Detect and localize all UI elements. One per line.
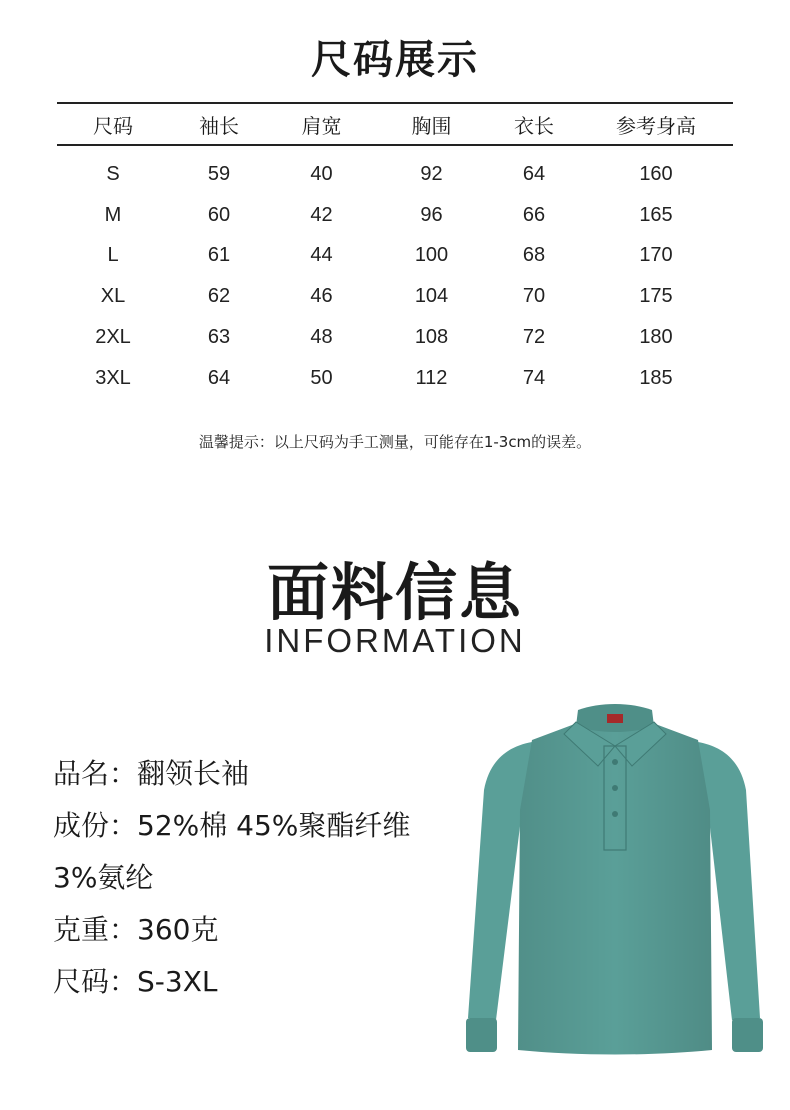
table-cell: 59 [207,162,231,185]
size-table-header [57,103,733,145]
measurement-note: 温馨提示：以上尺码为手工测量，可能存在1-3cm的误差。 [198,433,592,451]
header-sleeve-length: 袖长 [169,103,269,145]
table-cell: 185 [639,366,673,389]
table-cell: 66 [522,203,546,226]
fabric-info-subtitle: INFORMATION [264,622,526,659]
table-cell: 160 [639,162,673,185]
size-chart-table [57,102,733,399]
table-cell: L [107,244,119,267]
table-cell: M [104,203,122,226]
table-cell: 104 [414,285,449,308]
table-cell: 60 [207,203,231,226]
table-cell: 74 [522,366,546,389]
table-cell: 68 [522,244,546,267]
table-cell: 108 [414,326,449,349]
table-cell: XL [100,285,126,308]
table-cell: 175 [639,285,673,308]
table-cell: 170 [639,244,673,267]
header-shoulder-width: 肩宽 [269,103,374,145]
size-chart-title: 尺码展示 [311,37,479,83]
spec-weight: 克重：360克 [53,913,219,946]
table-cell: 72 [522,326,546,349]
fabric-info-title: 面料信息 [266,556,523,629]
spec-composition: 成份：52%棉 45%聚酯纤维 [53,809,411,842]
header-body-length: 衣长 [489,103,579,145]
table-cell: 42 [310,203,333,226]
table-cell: 92 [420,162,443,185]
polo-shirt-icon [460,700,770,1060]
table-cell: 180 [639,326,673,349]
fabric-spec-list [53,748,453,1008]
spec-product-name: 品名：翻领长袖 [53,757,250,790]
header-reference-height: 参考身高 [579,103,733,145]
table-cell: 61 [207,244,231,267]
table-cell: 64 [522,162,546,185]
table-row [57,195,733,236]
table-cell: 64 [207,366,231,389]
table-cell: 165 [639,203,673,226]
table-row [57,236,733,277]
table-cell: 62 [207,285,231,308]
table-row [57,358,733,399]
table-cell: 112 [415,366,448,389]
table-cell: 44 [310,244,333,267]
header-size: 尺码 [57,103,169,145]
table-cell: 40 [310,162,333,185]
table-cell: 2XL [95,326,131,349]
table-cell: 70 [522,285,546,308]
table-cell: 96 [420,203,443,226]
table-cell: 46 [310,285,333,308]
table-row [57,276,733,317]
table-cell: 100 [414,244,449,267]
spec-size-range: 尺码：S-3XL [53,965,218,998]
table-cell: 50 [310,366,333,389]
table-row [57,145,733,195]
header-chest: 胸围 [374,103,489,145]
polo-shirt-image [460,700,770,1060]
table-cell: 63 [207,326,231,349]
spec-composition-cont: 3%氨纶 [53,861,154,894]
table-cell: 3XL [95,366,131,389]
table-cell: S [106,162,120,185]
table-row [57,317,733,358]
table-cell: 48 [310,326,333,349]
